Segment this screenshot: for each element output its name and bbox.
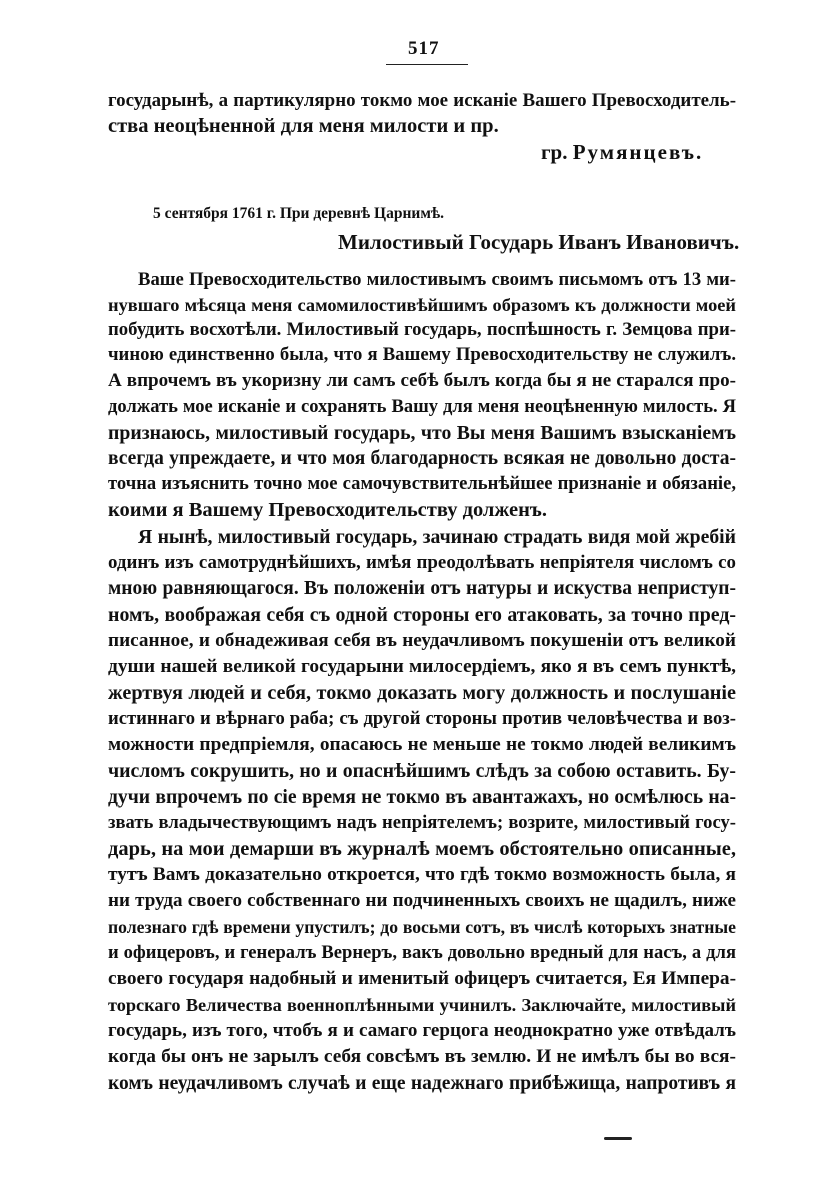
text-line: души нашей великой государыни милосердіемъ, яко я въ семъ пунктѣ,: [108, 656, 736, 677]
text-line: Ваше Превосходительство милостивымъ своимъ письмомъ отъ 13 ми-: [138, 269, 736, 290]
text-line: дарь, на мои демарши въ журналѣ моемъ обстоятельно описанные,: [108, 838, 736, 860]
text-line: коими я Вашему Превосходительству долженъ.: [108, 499, 548, 521]
letter-date: 5 сентября 1761 г. При деревнѣ Царнимѣ.: [153, 205, 445, 222]
text-line: комъ неудачливомъ случаѣ и еще надежнаго прибѣжища, напротивъ я: [108, 1073, 736, 1094]
text-line: нувшаго мѣсяца меня самомилостивѣйшимъ образомъ къ должности моей: [108, 295, 736, 315]
text-line: когда бы онъ не зарылъ себя совсѣмъ въ землю. И не имѣлъ бы во вся-: [108, 1046, 736, 1067]
text-line: торскаго Величества военноплѣнными учинилъ. Заключайте, милостивый: [108, 995, 736, 1015]
text-line: номъ, воображая себя съ одной стороны его атаковать, за точно пред-: [108, 604, 736, 626]
text-line: своего государя надобный и именитый офицеръ считается, Ея Импера-: [108, 968, 736, 989]
text-line: чиною единственно была, что я Вашему Превосходительству не служилъ.: [108, 344, 736, 365]
intro-line: ства неоцѣненной для меня милости и пр.: [108, 115, 499, 137]
text-line: одинъ изъ самотруднѣйшихъ, имѣя преодолѣвать непріятеля числомъ со: [108, 552, 736, 573]
text-line: истиннаго и вѣрнаго раба; съ другой стороны против человѣчества и воз-: [108, 708, 736, 729]
salutation: Милостивый Государь Иванъ Ивановичъ.: [338, 230, 740, 254]
text-line: должать мое исканіе и сохранять Вашу для меня неоцѣненную милость. Я: [108, 396, 736, 417]
text-line: полезнаго гдѣ времени упустилъ; до восьми сотъ, въ числѣ которыхъ знатные: [108, 917, 736, 937]
text-line: ни труда своего собственнаго ни подчиненныхъ своихъ не щадилъ, ниже: [108, 890, 736, 911]
ink-mark: [604, 1137, 632, 1140]
text-line: побудить восхотѣли. Милостивый государь, поспѣшность г. Земцова при-: [108, 319, 736, 340]
signature-title: гр.: [541, 140, 568, 164]
text-line: можности предпріемля, опасаюсь не меньше не токмо людей великимъ: [108, 734, 736, 755]
intro-line: государынѣ, а партикулярно токмо мое исканіе Вашего Превосходитель-: [108, 90, 736, 111]
text-line: точна изъяснить точно мое самочувствительнѣйшее признаніе и обязаніе,: [108, 473, 736, 494]
text-line: дучи впрочемъ по сіе время не токмо въ авантажахъ, но осмѣлюсь на-: [108, 786, 736, 808]
text-line: жертвуя людей и себя, токмо доказать могу должность и послушаніе: [108, 682, 736, 704]
text-line: государь, изъ того, чтобъ я и самаго герцога неоднократно уже отвѣдалъ: [108, 1020, 736, 1041]
text-line: А впрочемъ въ укоризну ли самъ себѣ былъ когда бы я не старался про-: [108, 370, 736, 391]
page-number: 517: [408, 38, 440, 59]
text-line: всегда упреждаете, и что моя благодарность всякая не довольно доста-: [108, 448, 736, 469]
text-line: звать владычествующимъ надъ непріятелемъ; возрите, милостивый госу-: [108, 812, 736, 833]
header-rule: [386, 64, 468, 65]
signature: [541, 140, 703, 165]
text-line: признаюсь, милостивый государь, что Вы меня Вашимъ взысканіемъ: [108, 422, 736, 444]
text-line: Я нынѣ, милостивый государь, зачинаю страдать видя мой жребій: [138, 526, 736, 548]
text-line: числомъ сокрушить, но и опаснѣйшимъ слѣдъ за собою оставить. Бу-: [108, 760, 736, 782]
text-line: и офицеровъ, и генералъ Вернеръ, вакъ довольно вредный для насъ, а для: [108, 942, 736, 963]
text-line: писанное, и обнадеживая себя въ неудачливомъ покушеніи отъ великой: [108, 630, 736, 651]
signature-name: Румянцевъ.: [572, 140, 704, 164]
text-line: тутъ Вамъ доказательно откроется, что гдѣ токмо возможность была, я: [108, 864, 736, 885]
text-line: мною равняющагося. Въ положеніи отъ натуры и искуства неприступ-: [108, 578, 736, 599]
